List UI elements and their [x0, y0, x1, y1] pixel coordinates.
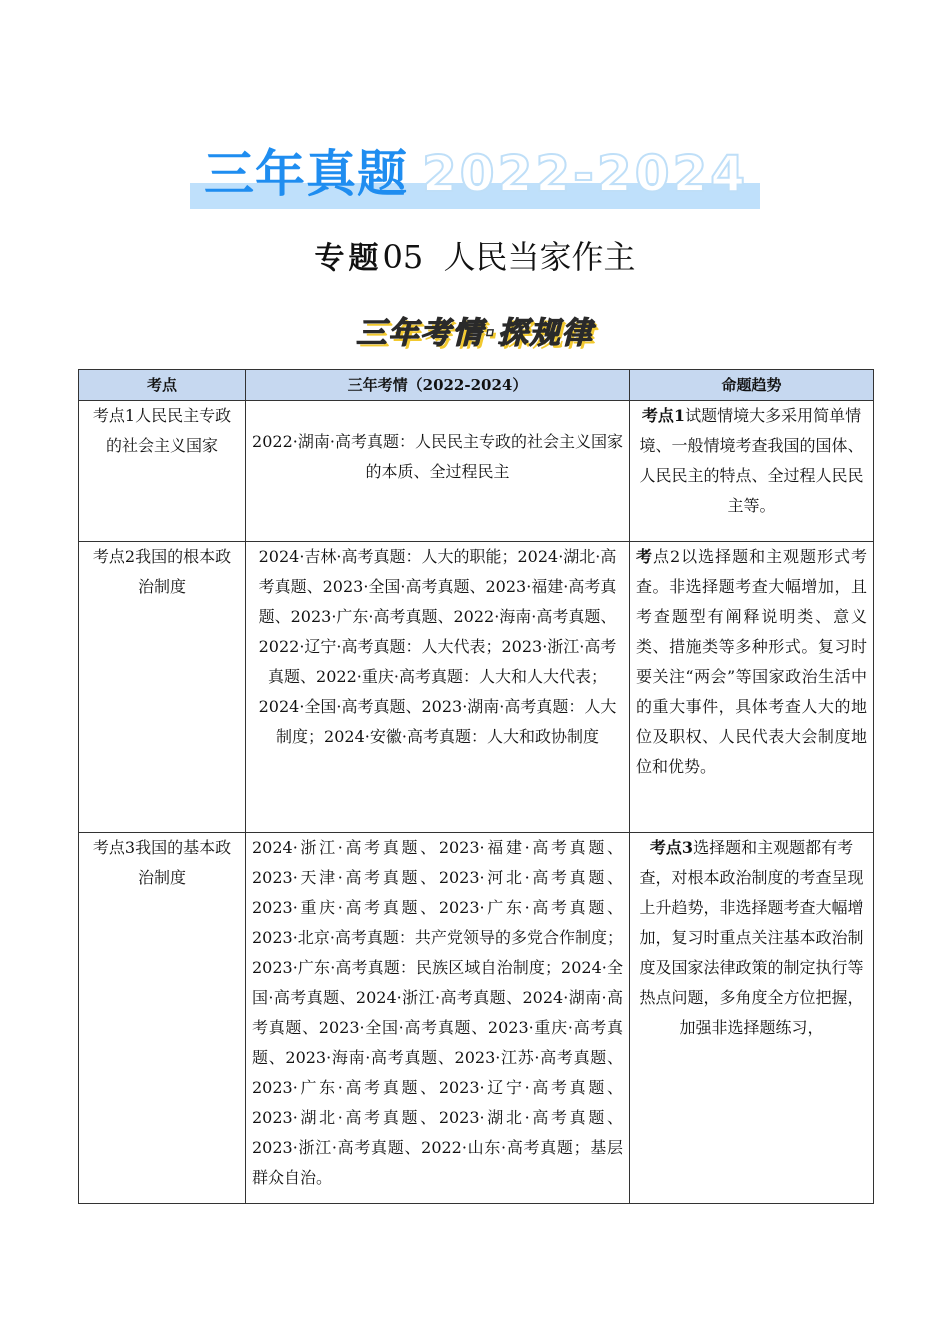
cell-exams: 2024·浙江·高考真题、2023·福建·高考真题、2023·天津·高考真题、2023·河北·高考真题、2023·重庆·高考真题、2023·广东·高考真题、2023·北京·高考真题：共产党领导的多党合作制度；2023·广东·高考真题：民族区域自治制度；2024·全国·高考真题、2024·浙江·高考真题、2024·湖南·高考真题、2023·全国·高考真题、2023·重庆·高考真题、2023·海南·高考真题、2023·江苏·高考真题、2023·广东·高考真题、2023·辽宁·高考真题、2023·湖北·高考真题、2023·湖北·高考真题、2023·浙江·高考真题、2022·山东·高考真题；基层群众自治。 — [246, 833, 630, 1204]
cell-trend — [630, 401, 874, 542]
topic-name: 人民当家作主 — [443, 238, 636, 276]
exam-analysis-table — [78, 369, 874, 1204]
trend-lead: 考 — [636, 547, 653, 566]
cell-trend — [630, 833, 874, 1204]
topic-prefix: 专题 — [314, 241, 383, 276]
topic-number: 05 — [382, 238, 424, 276]
table-row — [79, 401, 874, 542]
trend-text: 选择题和主观题都有考查，对根本政治制度的考查呈现上升趋势，非选择题考查大幅增加，复习时重点关注基本政治制度及国家法律政策的制定执行等热点问题，多角度全方位把握，加强非选择题练习， — [639, 838, 864, 1037]
table-header-row — [79, 370, 874, 401]
cell-exams: 2022·湖南·高考真题：人民民主专政的社会主义国家的本质、全过程民主 — [246, 401, 630, 542]
trend-text: 点2以选择题和主观题形式考查。非选择题考查大幅增加，且考查题型有阐释说明类、意义类、措施类等多种形式。复习时要关注“两会”等国家政治生活中的重大事件，具体考查人大的地位及职权、人民代表大会制度地位和优势。 — [636, 547, 867, 776]
subtitle-text: 三年考情·探规律 — [356, 316, 594, 351]
banner-years-text: 2022-2024 — [422, 145, 749, 203]
cell-point: 考点1人民民主专政的社会主义国家 — [79, 401, 246, 542]
topic-title — [0, 232, 950, 284]
section-subtitle — [0, 312, 950, 356]
banner-main-text: 三年真题 — [204, 145, 408, 203]
table-row — [79, 833, 874, 1204]
trend-lead: 考点1 — [641, 406, 686, 425]
cell-exams: 2024·吉林·高考真题：人大的职能；2024·湖北·高考真题、2023·全国·高考真题、2023·福建·高考真题、2023·广东·高考真题、2022·海南·高考真题、2022·辽宁·高考真题：人大代表；2023·浙江·高考真题、2022·重庆·高考真题：人大和人大代表；2024·全国·高考真题、2023·湖南·高考真题：人大制度；2024·安徽·高考真题：人大和政协制度 — [246, 542, 630, 833]
header-point: 考点 — [79, 370, 246, 401]
table-row — [79, 542, 874, 833]
header-exams: 三年考情（2022-2024） — [246, 370, 630, 401]
cell-point: 考点3我国的基本政治制度 — [79, 833, 246, 1204]
trend-lead: 考点3 — [649, 838, 694, 857]
cell-trend — [630, 542, 874, 833]
header-banner — [190, 143, 760, 209]
trend-text: 试题情境大多采用简单情境、一般情境考查我国的国体、人民民主的特点、全过程人民民主等。 — [639, 406, 864, 515]
header-trend: 命题趋势 — [630, 370, 874, 401]
cell-point: 考点2我国的根本政治制度 — [79, 542, 246, 833]
